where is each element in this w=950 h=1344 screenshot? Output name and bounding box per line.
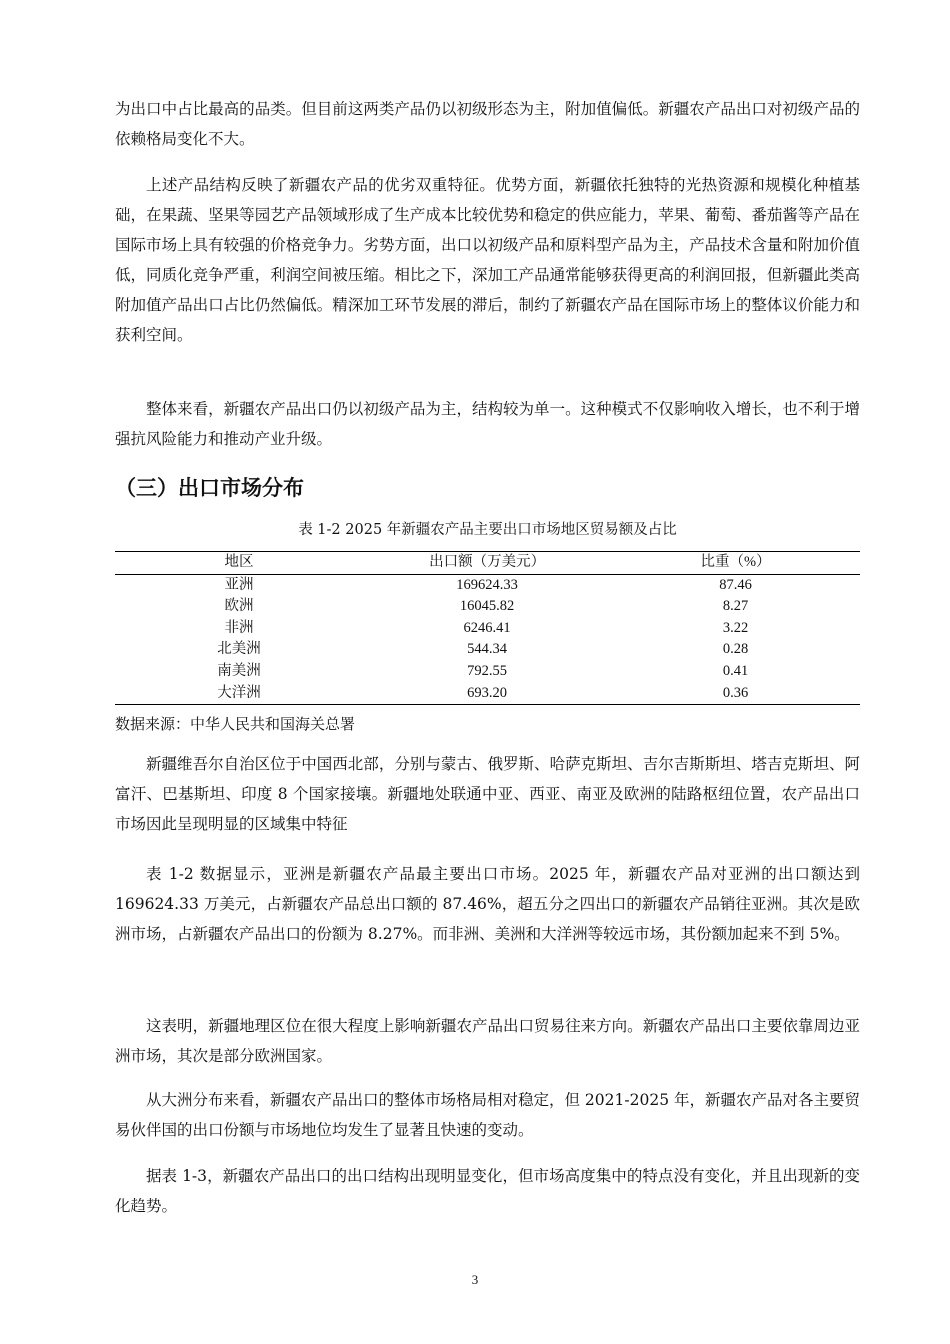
table-row [115, 596, 860, 618]
paragraph-location-impact: 这表明，新疆地理区位在很大程度上影响新疆农产品出口贸易往来方向。新疆农产品出口主要依靠周边亚洲市场，其次是部分欧洲国家。 [115, 1017, 860, 1065]
cell-share: 8.27 [722, 598, 749, 615]
cell-region: 大洋洲 [217, 684, 261, 701]
cell-export-value: 169624.33 [456, 576, 518, 593]
paragraph-intro-continued: 为出口中占比最高的品类。但目前这两类产品仍以初级形态为主，附加值偏低。新疆农产品出口对初级产品的依赖格局变化不大。 [115, 100, 860, 148]
cell-region: 北美洲 [217, 641, 261, 658]
paragraph-overall-view: 整体来看，新疆农产品出口仍以初级产品为主，结构较为单一。这种模式不仅影响收入增长，也不利于增强抗风险能力和推动产业升级。 [115, 400, 860, 448]
paragraph-geography: 新疆维吾尔自治区位于中国西北部，分别与蒙古、俄罗斯、哈萨克斯坦、吉尔吉斯斯坦、塔吉克斯坦、阿富汗、巴基斯坦、印度 8 个国家接壤。新疆地处联通中亚、西亚、南亚及欧洲的陆路枢纽位置，农产品出口市场因此呈现明显的区域集中特征 [115, 755, 860, 833]
cell-region: 亚洲 [224, 576, 254, 593]
table-row [115, 661, 860, 683]
paragraph-table-1-3: 据表 1-3，新疆农产品出口的出口结构出现明显变化，但市场高度集中的特点没有变化，并且出现新的变化趋势。 [115, 1167, 860, 1215]
export-market-table [115, 551, 860, 705]
cell-share: 3.22 [722, 619, 749, 636]
table-caption: 表 1-2 2025 年新疆农产品主要出口市场地区贸易额及占比 [298, 522, 677, 538]
paragraph-table-analysis: 表 1-2 数据显示，亚洲是新疆农产品最主要出口市场。2025 年，新疆农产品对亚洲的出口额达到 169624.33 万美元，占新疆农产品总出口额的 87.46%，超五分之四出口的新疆农产品销往亚洲。其次是欧洲市场，占新疆农产品出口的份额为 8.27%。而非洲、美洲和大洋洲等较远市场，其份额加起来不到 5%。 [115, 865, 860, 943]
table-row [115, 639, 860, 661]
cell-export-value: 693.20 [467, 684, 508, 701]
table-row [115, 683, 860, 705]
cell-export-value: 16045.82 [459, 598, 515, 615]
table-header-row [115, 552, 860, 575]
cell-region: 南美洲 [217, 662, 261, 679]
cell-share: 0.28 [722, 641, 749, 658]
cell-export-value: 792.55 [467, 662, 508, 679]
paragraph-continent-distribution: 从大洲分布来看，新疆农产品出口的整体市场格局相对稳定，但 2021-2025 年，新疆农产品对各主要贸易伙伴国的出口份额与市场地位均发生了显著且快速的变动。 [115, 1091, 860, 1139]
data-source-note: 数据来源：中华人民共和国海关总署 [115, 715, 356, 733]
table-row [115, 574, 860, 596]
cell-export-value: 544.34 [467, 641, 508, 658]
cell-share: 0.36 [722, 684, 749, 701]
page-number: 3 [471, 1272, 479, 1287]
cell-region: 欧洲 [224, 598, 254, 615]
section-heading: （三）出口市场分布 [115, 476, 304, 500]
header-export-value: 出口额（万美元） [429, 554, 546, 570]
paragraph-structure-features: 上述产品结构反映了新疆农产品的优劣双重特征。优势方面，新疆依托独特的光热资源和规模化种植基础，在果蔬、坚果等园艺产品领域形成了生产成本比较优势和稳定的供应能力，苹果、葡萄、番茄酱等产品在国际市场上具有较强的价格竞争力。劣势方面，出口以初级产品和原料型产品为主，产品技术含量和附加价值低，同质化竞争严重，利润空间被压缩。相比之下，深加工产品通常能够获得更高的利润回报，但新疆此类高附加值产品出口占比仍然偏低。精深加工环节发展的滞后，制约了新疆农产品在国际市场上的整体议价能力和获利空间。 [115, 176, 860, 344]
cell-export-value: 6246.41 [463, 619, 511, 636]
table-row [115, 618, 860, 640]
header-region: 地区 [224, 554, 254, 570]
cell-region: 非洲 [224, 619, 254, 636]
header-share: 比重（%） [700, 554, 771, 570]
cell-share: 0.41 [722, 662, 749, 679]
cell-share: 87.46 [719, 576, 752, 593]
